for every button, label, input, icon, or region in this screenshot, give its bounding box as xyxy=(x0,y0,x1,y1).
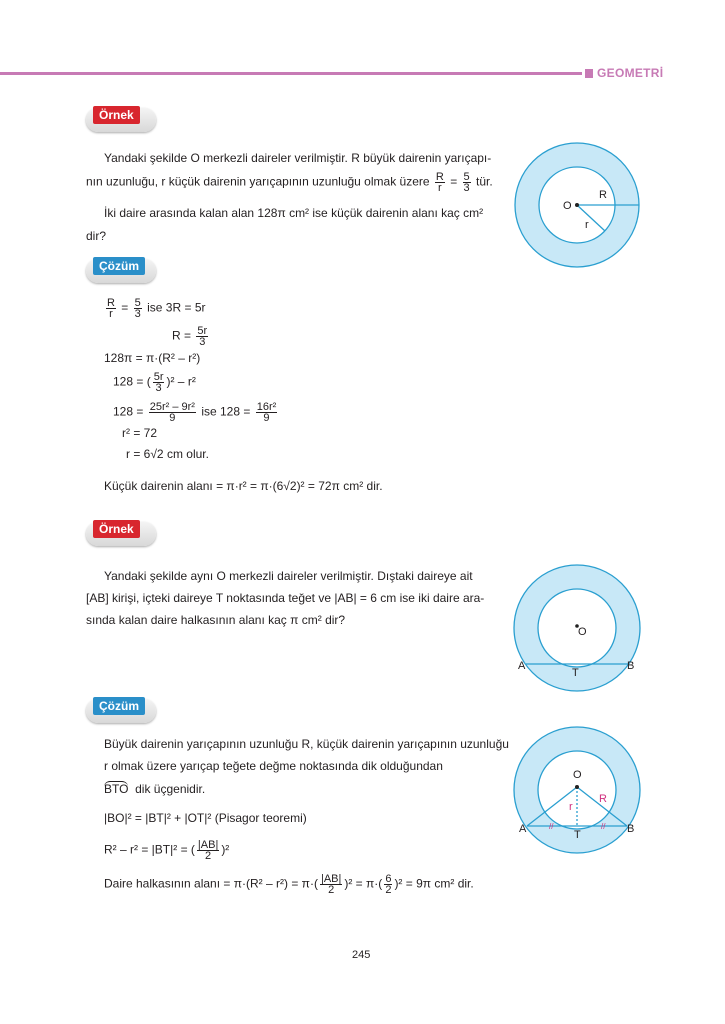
text: )² = π·( xyxy=(344,876,383,891)
section-title: GEOMETRİ xyxy=(597,66,664,80)
num: R xyxy=(107,297,115,309)
label-T: T xyxy=(574,829,581,841)
text: )² xyxy=(221,842,230,857)
text: = xyxy=(121,300,129,315)
ex2-line2: [AB] kirişi, içteki daireye T noktasında teğet ve |AB| = 6 cm ise iki daire ara- xyxy=(86,591,485,605)
den: 2 xyxy=(328,884,335,896)
sol1-step3: 128π = π·(R² – r²) xyxy=(104,351,201,365)
ex1-line2 xyxy=(86,172,493,193)
den: 9 xyxy=(169,412,176,424)
den: 9 xyxy=(263,412,270,424)
den: 3 xyxy=(134,308,141,320)
text: 128 = xyxy=(113,404,144,419)
num: 5r xyxy=(197,325,208,337)
num: R xyxy=(435,171,444,183)
den: 2 xyxy=(385,884,392,896)
figure-concentric-circles-3 xyxy=(505,720,655,860)
fraction xyxy=(153,372,165,393)
label-r: r xyxy=(569,801,573,813)
num: |AB| xyxy=(197,839,219,851)
label-T: T xyxy=(572,667,579,679)
sol1-step4 xyxy=(113,372,196,393)
solution-label: Çözüm xyxy=(93,257,145,275)
fraction xyxy=(435,172,445,193)
sol2-line2: r olmak üzere yarıçap teğete değme noktasında dik olduğundan xyxy=(104,759,443,773)
label-O: O xyxy=(573,769,582,781)
fraction xyxy=(196,326,208,347)
label-R: R xyxy=(599,189,607,201)
num: 25r² – 9r² xyxy=(149,401,195,413)
num: |AB| xyxy=(320,873,342,885)
sol2-line5 xyxy=(104,840,229,861)
den: r xyxy=(438,182,442,194)
ex2-line3: sında kalan daire halkasının alanı kaç π cm² dir? xyxy=(86,613,346,627)
fraction xyxy=(149,402,196,423)
fraction xyxy=(320,874,342,895)
svg-text://: // xyxy=(601,822,606,831)
label-B: B xyxy=(627,660,635,672)
num: 5 xyxy=(463,171,470,183)
ex1-line4: dir? xyxy=(86,229,107,243)
example-tag xyxy=(86,522,156,546)
fraction xyxy=(197,840,219,861)
den: r xyxy=(109,308,113,320)
label-O: O xyxy=(578,626,587,638)
text: R² – r² = |BT|² = ( xyxy=(104,842,195,857)
text: )² – r² xyxy=(166,374,196,389)
sol2-line3 xyxy=(104,781,205,797)
ex1-line1: Yandaki şekilde O merkezli daireler verilmiştir. R büyük dairenin yarıçapı- xyxy=(104,151,492,165)
text: R = xyxy=(172,328,192,343)
header-marker xyxy=(585,69,593,78)
num: 6 xyxy=(385,873,392,885)
fraction xyxy=(256,402,278,423)
label-R: R xyxy=(599,793,607,805)
fraction xyxy=(106,298,116,319)
num: 5 xyxy=(134,297,141,309)
text: dik üçgenidir. xyxy=(135,782,206,796)
text: tür. xyxy=(476,174,493,189)
label-r: r xyxy=(585,219,589,231)
text: 128 = ( xyxy=(113,374,151,389)
ex2-line1: Yandaki şekilde aynı O merkezli daireler verilmiştir. Dıştaki daireye ait xyxy=(104,569,473,583)
label-A: A xyxy=(519,823,527,835)
label-O: O xyxy=(563,200,572,212)
sol1-result: Küçük dairenin alanı = π·r² = π·(6√2)² = 72π cm² dir. xyxy=(104,479,383,493)
solution-tag xyxy=(86,699,156,723)
example-tag xyxy=(86,108,156,132)
fraction xyxy=(463,172,471,193)
sol2-line1: Büyük dairenin yarıçapının uzunluğu R, küçük dairenin yarıçapının uzunluğu xyxy=(104,737,509,751)
text: nın uzunluğu, r küçük dairenin yarıçapının uzunluğu olmak üzere xyxy=(86,174,430,189)
ex1-line3: İki daire arasında kalan alan 128π cm² ise küçük dairenin alanı kaç cm² xyxy=(104,206,484,220)
figure-concentric-circles-2 xyxy=(505,558,655,698)
text: Daire halkasının alanı = π·(R² – r²) = π·( xyxy=(104,876,318,891)
sol1-step5 xyxy=(113,402,279,423)
header-rule xyxy=(0,72,582,75)
num: 16r² xyxy=(256,401,277,413)
angle-name: BTO xyxy=(104,782,129,796)
sol2-line6 xyxy=(104,874,474,895)
text: )² = 9π cm² dir. xyxy=(394,876,474,891)
example-label: Örnek xyxy=(93,106,140,124)
sol1-step2 xyxy=(172,326,210,347)
label-B: B xyxy=(627,823,635,835)
text: ise 3R = 5r xyxy=(147,300,206,315)
text: = xyxy=(450,174,458,189)
den: 3 xyxy=(199,336,206,348)
page-number: 245 xyxy=(352,949,371,961)
solution-tag xyxy=(86,259,156,283)
num: 5r xyxy=(153,371,164,383)
text: ise 128 = xyxy=(201,404,251,419)
solution-label: Çözüm xyxy=(93,697,145,715)
sol1-step6: r² = 72 xyxy=(122,426,158,440)
den: 3 xyxy=(155,382,162,394)
den: 2 xyxy=(205,850,212,862)
svg-text://: // xyxy=(549,822,554,831)
fraction xyxy=(134,298,142,319)
den: 3 xyxy=(463,182,470,194)
sol2-line4: |BO|² = |BT|² + |OT|² (Pisagor teoremi) xyxy=(104,811,307,825)
label-A: A xyxy=(518,660,526,672)
figure-concentric-circles-1 xyxy=(505,135,655,275)
sol1-step7: r = 6√2 cm olur. xyxy=(126,447,209,461)
fraction xyxy=(384,874,392,895)
sol1-step1 xyxy=(104,298,205,319)
example-label: Örnek xyxy=(93,520,140,538)
